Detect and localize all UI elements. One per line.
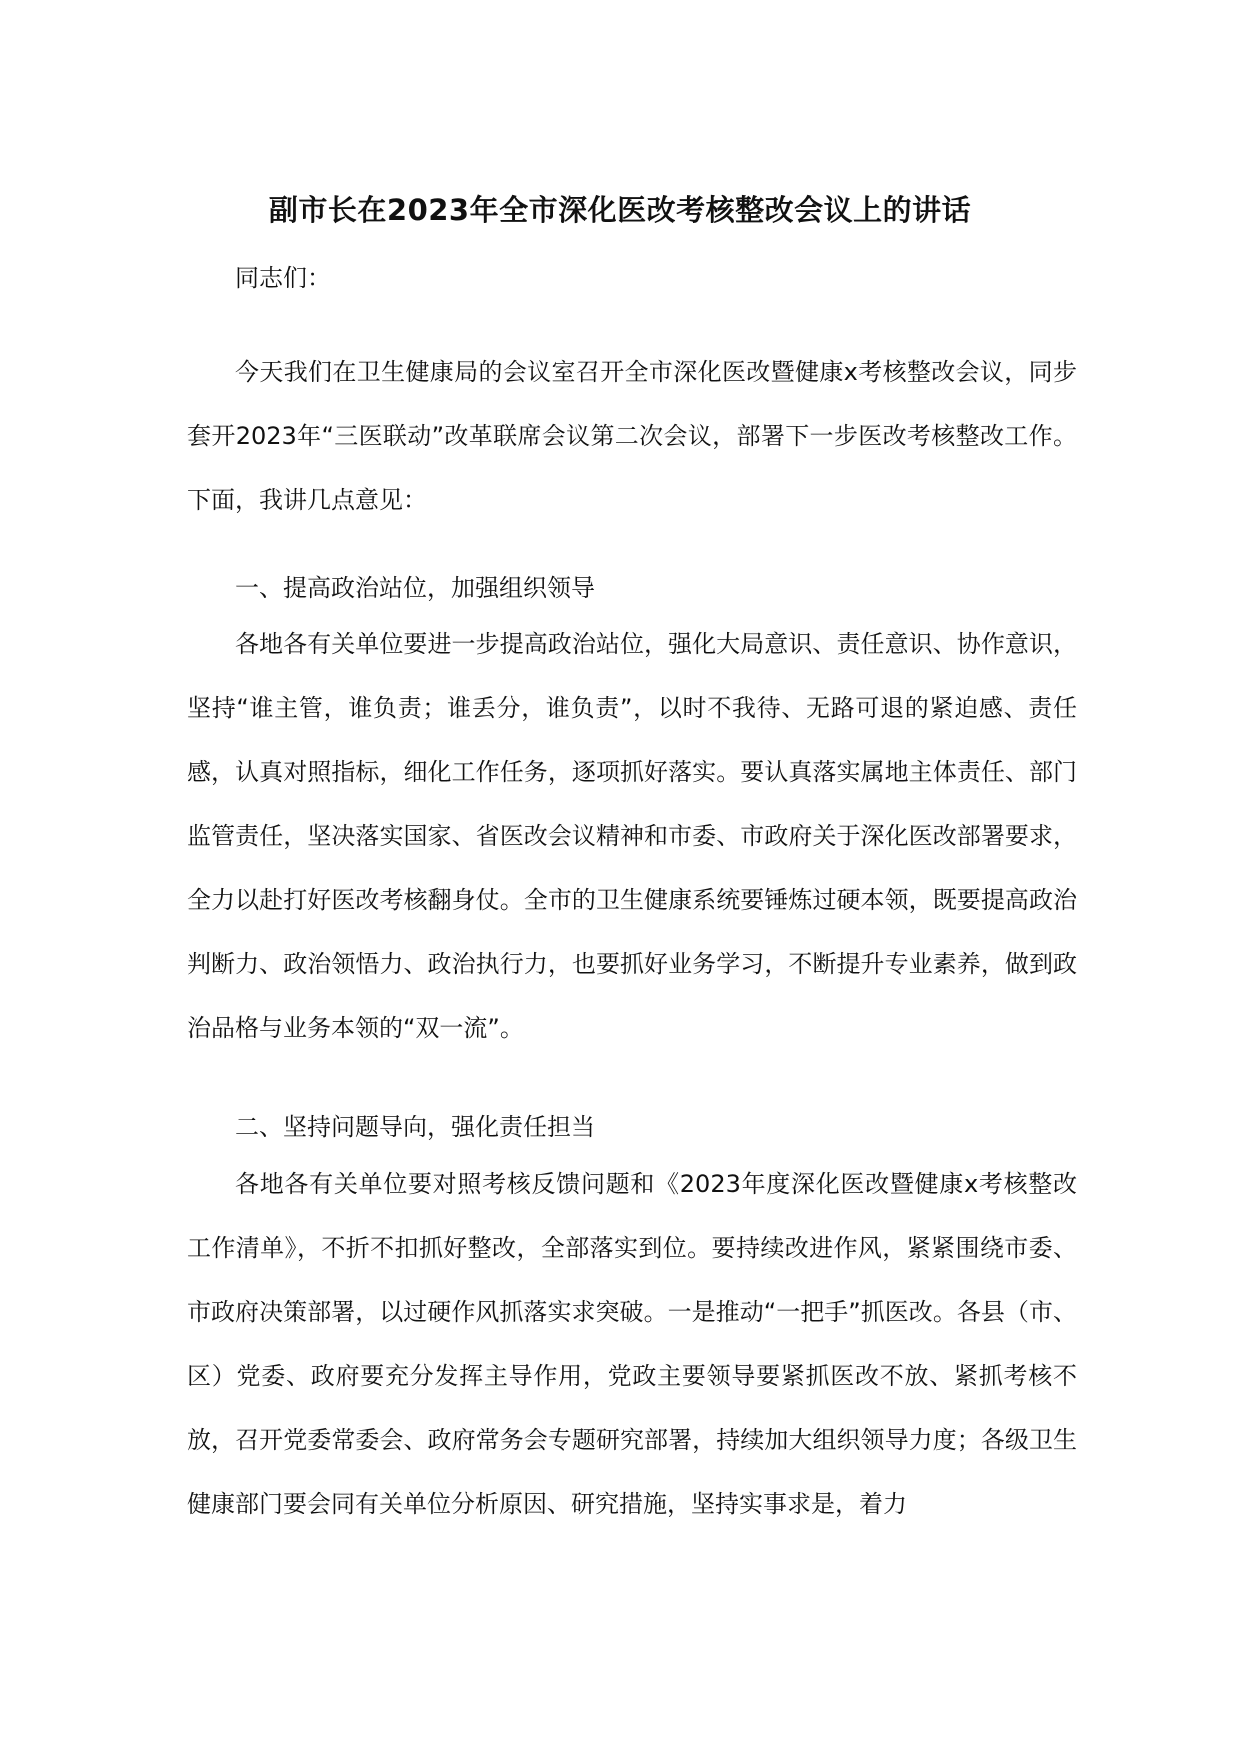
greeting: 同志们： xyxy=(235,264,331,292)
paragraph-section-2: 各地各有关单位要对照考核反馈问题和《2023年度深化医改暨健康x考核整改工作清单》，不折不扣抓好整改，全部落实到位。要持续改进作风，紧紧围绕市委、市政府决策部署，以过硬作风抓落实求突破。一是推动“一把手”抓医改。各县（市、区）党委、政府要充分发挥主导作用，党政主要领导要紧抓医改不放、紧抓考核不放，召开党委常委会、政府常务会专题研究部署，持续加大组织领导力度；各级卫生健康部门要会同有关单位分析原因、研究措施，坚持实事求是，着力 xyxy=(187,1170,1077,1518)
page-title: 副市长在2023年全市深化医改考核整改会议上的讲话 xyxy=(268,193,972,227)
section-heading-1: 一、提高政治站位，加强组织领导 xyxy=(235,574,595,602)
paragraph-section-1: 各地各有关单位要进一步提高政治站位，强化大局意识、责任意识、协作意识，坚持“谁主管，谁负责；谁丢分，谁负责”，以时不我待、无路可退的紧迫感、责任感，认真对照指标，细化工作任务，逐项抓好落实。要认真落实属地主体责任、部门监管责任，坚决落实国家、省医改会议精神和市委、市政府关于深化医改部署要求，全力以赴打好医改考核翻身仗。全市的卫生健康系统要锤炼过硬本领，既要提高政治判断力、政治领悟力、政治执行力，也要抓好业务学习，不断提升专业素养，做到政治品格与业务本领的“双一流”。 xyxy=(187,630,1077,1042)
paragraph-intro: 今天我们在卫生健康局的会议室召开全市深化医改暨健康x考核整改会议，同步套开2023年“三医联动”改革联席会议第二次会议，部署下一步医改考核整改工作。下面，我讲几点意见： xyxy=(187,358,1077,514)
section-heading-2: 二、坚持问题导向，强化责任担当 xyxy=(235,1113,595,1141)
